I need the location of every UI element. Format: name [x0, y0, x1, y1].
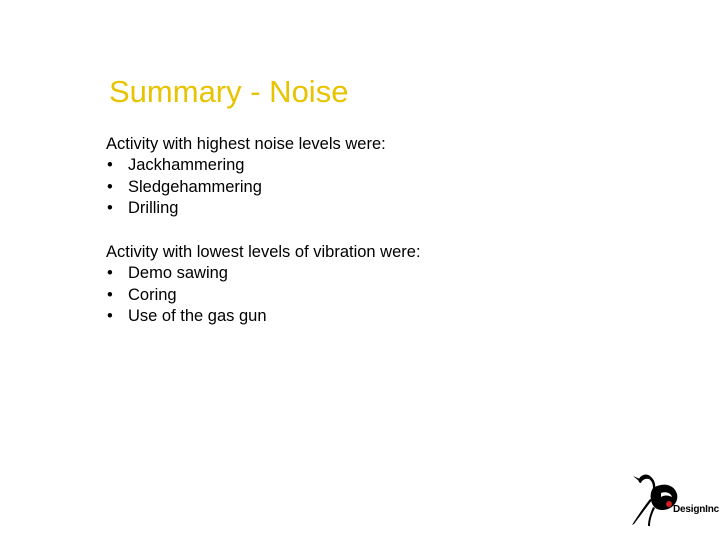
bullet-list: [106, 155, 386, 220]
logo-text: DesignInc: [673, 504, 719, 515]
list-item: [106, 306, 421, 328]
list-item-text: Use of the gas gun: [128, 307, 267, 325]
section-intro: Activity with lowest levels of vibration were:: [106, 243, 421, 261]
bullet-icon: •: [107, 285, 113, 304]
section-lowest-vibration: [106, 241, 421, 328]
list-item-text: Demo sawing: [128, 264, 228, 282]
bullet-icon: •: [107, 199, 113, 217]
list-item: [106, 285, 421, 307]
bullet-icon: •: [107, 156, 113, 174]
list-item: [106, 155, 386, 177]
list-item-text: Sledgehammering: [128, 177, 262, 196]
list-item: [106, 198, 386, 220]
slide-title: Summary - Noise: [109, 74, 349, 109]
list-item: [106, 263, 421, 285]
list-item: [106, 177, 386, 199]
list-item-text: Jackhammering: [128, 156, 245, 174]
bullet-icon: •: [107, 264, 113, 282]
bullet-list: [106, 263, 421, 328]
bird-logo-icon: [628, 470, 714, 530]
list-item-text: Drilling: [128, 199, 179, 217]
section-highest-noise: [106, 133, 386, 220]
list-item-text: Coring: [128, 285, 177, 304]
bullet-icon: •: [107, 307, 113, 325]
designinc-logo: [628, 470, 719, 530]
bullet-icon: •: [107, 177, 113, 196]
section-intro: Activity with highest noise levels were:: [106, 135, 386, 153]
